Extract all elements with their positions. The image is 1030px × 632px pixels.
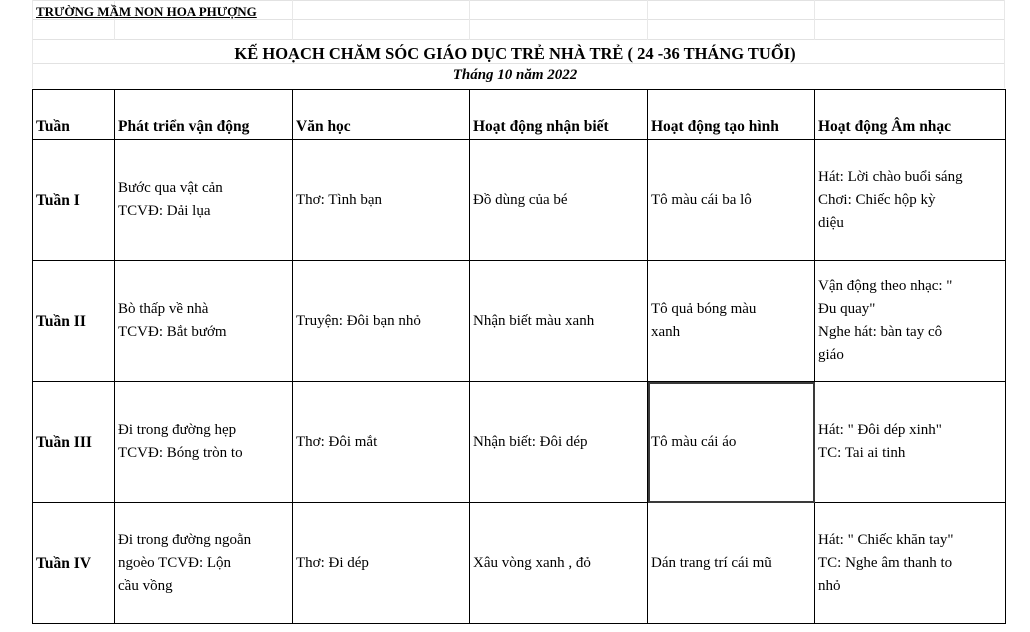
cognition-cell[interactable]: Nhận biết: Đôi dép <box>470 382 648 503</box>
week-cell[interactable]: Tuần I <box>33 140 115 261</box>
literature-cell[interactable]: Thơ: Đôi mắt <box>293 382 470 503</box>
table-row <box>33 140 1006 261</box>
cell-line: Đi trong đường ngoằn <box>118 531 252 548</box>
cell-line: Đi trong đường hẹp <box>118 422 237 438</box>
header-art[interactable]: Hoạt động tạo hình <box>648 90 815 140</box>
motor-cell[interactable] <box>115 261 293 382</box>
document-title: KẾ HOẠCH CHĂM SÓC GIÁO DỤC TRẺ NHÀ TRẺ ( 24 -36 THÁNG TUỔI) <box>234 44 796 63</box>
header-week[interactable]: Tuần <box>33 90 115 140</box>
motor-cell[interactable] <box>115 503 293 624</box>
table-row <box>33 503 1006 624</box>
cell-line: cầu vồng <box>118 577 173 594</box>
music-cell[interactable] <box>815 382 1006 503</box>
cell-line: Bước qua vật cản <box>118 180 223 196</box>
week-cell[interactable]: Tuần III <box>33 382 115 503</box>
cell-line: Tô màu cái ba lô <box>651 191 752 208</box>
motor-cell[interactable] <box>115 382 293 503</box>
table-row <box>33 382 1006 503</box>
cell-line: Tô quả bóng màu <box>651 301 757 317</box>
school-name: TRƯỜNG MẦM NON HOA PHƯỢNG <box>36 4 257 19</box>
cell-line: xanh <box>651 324 681 340</box>
music-cell[interactable] <box>815 140 1006 261</box>
motor-cell[interactable] <box>115 140 293 261</box>
header-cognition[interactable]: Hoạt động nhận biết <box>470 90 648 140</box>
art-cell[interactable] <box>648 261 815 382</box>
cell-line: TC: Nghe âm thanh to <box>818 554 953 571</box>
cell-line: diệu <box>818 214 844 231</box>
plan-table <box>32 89 1006 624</box>
cell-line: Chơi: Chiếc hộp kỳ <box>818 191 936 208</box>
cell-line: Dán trang trí cái mũ <box>651 554 772 571</box>
cognition-cell[interactable]: Đồ dùng của bé <box>470 140 648 261</box>
cell-line: TCVĐ: Bóng tròn to <box>118 445 243 461</box>
literature-cell[interactable]: Thơ: Tình bạn <box>293 140 470 261</box>
cell-line: giáo <box>818 347 844 363</box>
header-row <box>33 90 1006 140</box>
cell-line: Hát: Lời chào buổi sáng <box>818 168 963 185</box>
literature-cell[interactable]: Truyện: Đôi bạn nhỏ <box>293 261 470 382</box>
cell-line: TC: Tai ai tinh <box>818 445 906 461</box>
week-cell[interactable]: Tuần IV <box>33 503 115 624</box>
cell-line: TCVĐ: Dải lụa <box>118 203 211 219</box>
header-motor[interactable]: Phát triển vận động <box>115 90 293 140</box>
week-cell[interactable]: Tuần II <box>33 261 115 382</box>
cell-line: Tô màu cái áo <box>651 433 737 450</box>
cognition-cell[interactable]: Xâu vòng xanh , đỏ <box>470 503 648 624</box>
cell-line: Hát: " Chiếc khăn tay" <box>818 531 954 548</box>
document-subtitle: Tháng 10 năm 2022 <box>452 67 578 83</box>
cell-line: Bò thấp về nhà <box>118 301 209 317</box>
art-cell[interactable] <box>648 503 815 624</box>
cell-line: ngoèo TCVĐ: Lộn <box>118 554 232 571</box>
cell-line: nhỏ <box>818 577 841 594</box>
literature-cell[interactable]: Thơ: Đi dép <box>293 503 470 624</box>
cognition-cell[interactable]: Nhận biết màu xanh <box>470 261 648 382</box>
header-music[interactable]: Hoạt động Âm nhạc <box>815 90 1006 140</box>
header-literature[interactable]: Văn học <box>293 90 470 140</box>
music-cell[interactable] <box>815 261 1006 382</box>
cell-line: Hát: " Đôi dép xinh" <box>818 422 942 438</box>
cell-line: Vận động theo nhạc: " <box>818 278 953 294</box>
table-row <box>33 261 1006 382</box>
music-cell[interactable] <box>815 503 1006 624</box>
cell-line: TCVĐ: Bắt bướm <box>118 324 227 340</box>
cell-line: Nghe hát: bàn tay cô <box>818 324 943 340</box>
art-cell-selected[interactable] <box>648 382 815 503</box>
cell-line: Đu quay" <box>818 301 876 317</box>
art-cell[interactable] <box>648 140 815 261</box>
